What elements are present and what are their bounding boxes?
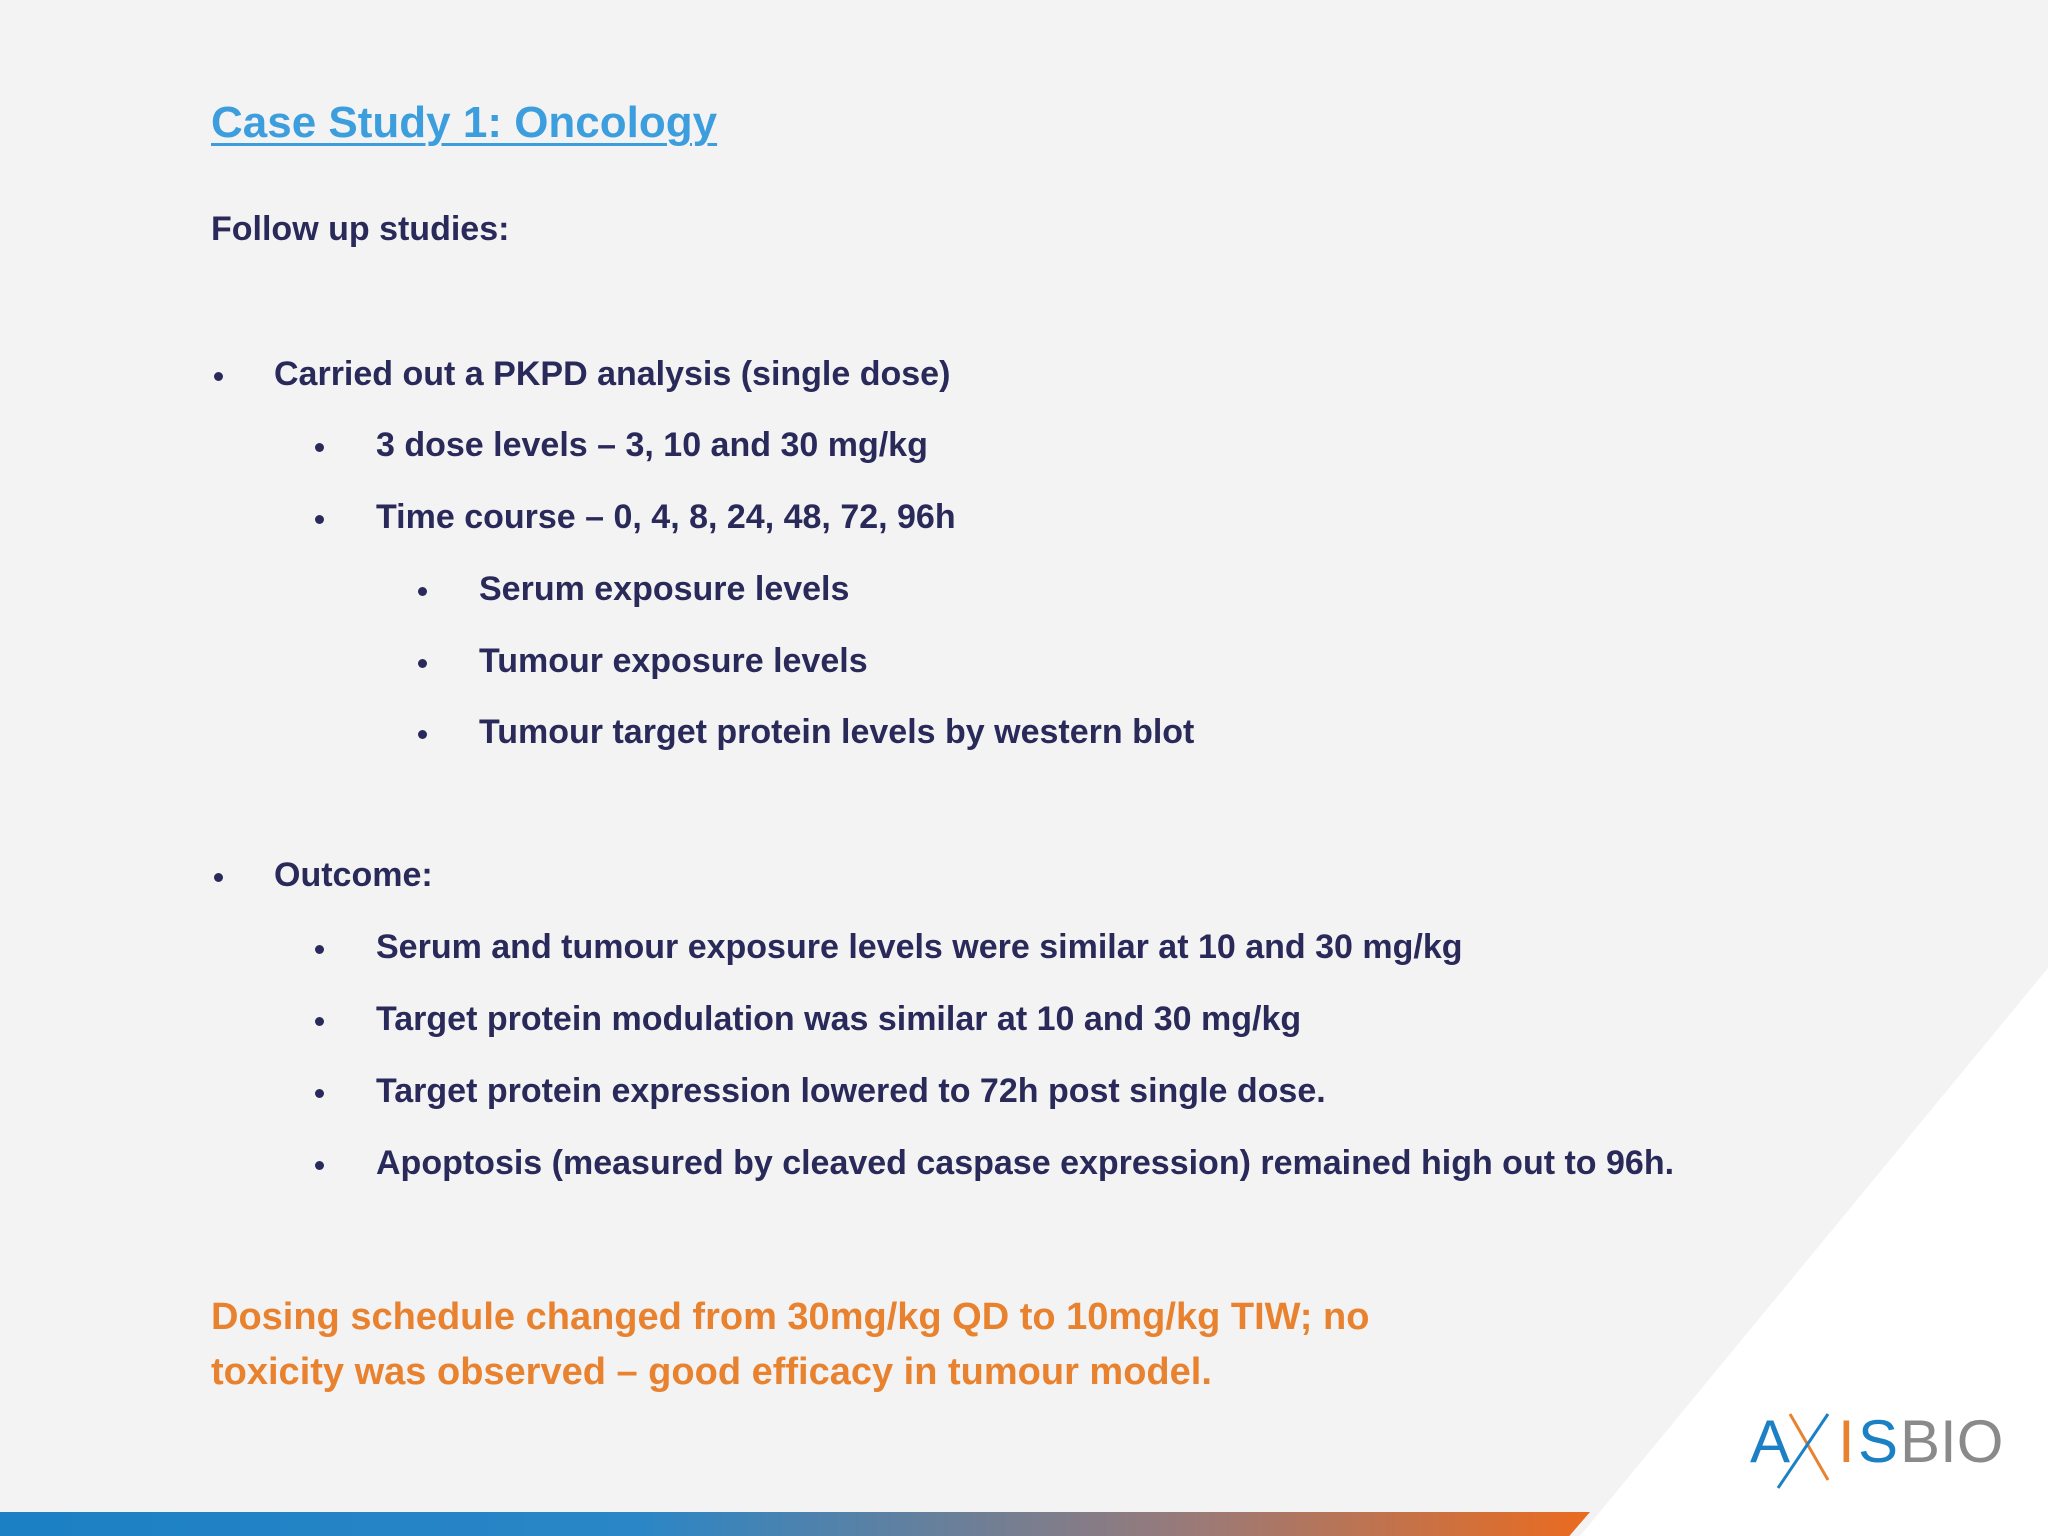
conclusion-line: Dosing schedule changed from 30mg/kg QD to 10mg/kg TIW; no (211, 1296, 1370, 1338)
bullet-dot (214, 873, 223, 882)
bullet-dot (315, 1017, 324, 1026)
svg-text:I: I (1838, 1408, 1855, 1475)
bullet-item: Target protein expression lowered to 72h post single dose. (376, 1072, 1326, 1110)
bullet-item: Carried out a PKPD analysis (single dose) (274, 355, 951, 393)
bullet-item: Serum exposure levels (479, 570, 850, 608)
bullet-item: 3 dose levels – 3, 10 and 30 mg/kg (376, 426, 928, 464)
bullet-dot (315, 1161, 324, 1170)
svg-text:A: A (1750, 1408, 1792, 1475)
bottom-gradient-bar (0, 1512, 1590, 1536)
bullet-dot (418, 587, 427, 596)
conclusion-text (211, 1290, 1369, 1400)
bullet-dot (315, 443, 324, 452)
bullet-item: Apoptosis (measured by cleaved caspase expression) remained high out to 96h. (376, 1144, 1675, 1182)
bullet-dot (315, 515, 324, 524)
bullet-item: Tumour target protein levels by western blot (479, 713, 1195, 751)
bullet-dot (315, 1089, 324, 1098)
slide-title: Case Study 1: Oncology (211, 98, 718, 147)
conclusion-line: toxicity was observed – good efficacy in tumour model. (211, 1351, 1212, 1393)
bullet-dot (418, 730, 427, 739)
axisbio-logo (1750, 1400, 2010, 1490)
bullet-dot (418, 659, 427, 668)
bullet-dot (214, 372, 223, 381)
bullet-dot (315, 945, 324, 954)
svg-text:BIO: BIO (1900, 1408, 2004, 1475)
svg-text:S: S (1858, 1408, 1899, 1475)
bullet-item: Outcome: (274, 856, 433, 894)
bullet-item: Time course – 0, 4, 8, 24, 48, 72, 96h (376, 498, 956, 536)
bullet-item: Tumour exposure levels (479, 642, 868, 680)
bullet-item: Serum and tumour exposure levels were similar at 10 and 30 mg/kg (376, 928, 1463, 966)
slide-subtitle: Follow up studies: (211, 210, 510, 248)
bullet-item: Target protein modulation was similar at 10 and 30 mg/kg (376, 1000, 1302, 1038)
